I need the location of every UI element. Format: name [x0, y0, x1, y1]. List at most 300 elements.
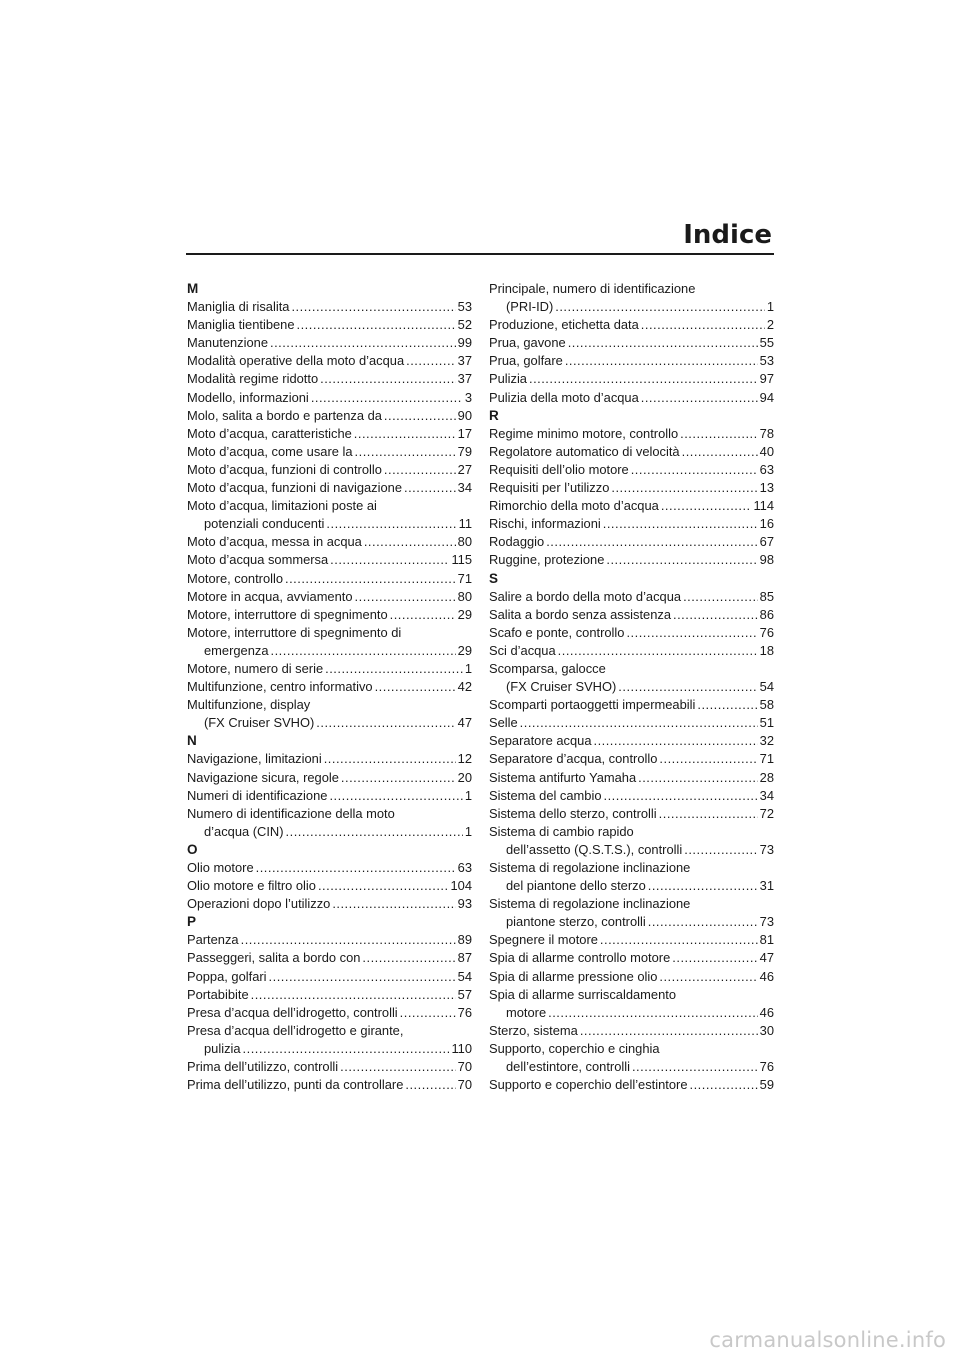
index-entry-label: Rischi, informazioni: [489, 516, 601, 532]
index-entry-label: Prima dell’utilizzo, punti da controllare: [187, 1077, 404, 1093]
index-entry-label: Sci d’acqua: [489, 642, 556, 658]
dot-leader: [690, 1076, 758, 1094]
index-entry-page: 85: [759, 588, 774, 604]
index-entry-page: 79: [457, 443, 472, 459]
index-entry: [489, 1022, 774, 1040]
index-entry-label: Maniglia tientibene: [187, 317, 295, 333]
index-entry-page: 67: [759, 534, 774, 550]
index-entry: [489, 968, 774, 986]
dot-leader: [603, 515, 758, 533]
index-entry-page: 2: [766, 317, 774, 333]
index-column-left: [187, 280, 472, 1094]
index-entry: [187, 1076, 472, 1094]
dot-leader: [269, 968, 456, 986]
index-entry-page: 1: [464, 823, 472, 839]
index-entry-label: Moto d’acqua sommersa: [187, 552, 329, 568]
index-entry-label: Pulizia: [489, 371, 527, 387]
dot-leader: [324, 750, 456, 768]
dot-leader: [329, 787, 462, 805]
dot-leader: [558, 642, 758, 660]
dot-leader: [606, 551, 757, 569]
index-entry-first-line: Spia di allarme surriscaldamento: [489, 986, 676, 1002]
index-entry: [187, 389, 472, 407]
index-entry-label: Ruggine, protezione: [489, 552, 605, 568]
index-entry: [489, 931, 774, 949]
index-entry-page: 54: [759, 679, 774, 695]
index-entry: [489, 389, 774, 407]
index-entry-label: Multifunzione, centro informativo: [187, 679, 373, 695]
index-entry-page: 59: [759, 1077, 774, 1093]
index-entry: [187, 588, 472, 606]
index-entry: [489, 425, 774, 443]
dot-leader: [384, 461, 456, 479]
index-letter: S: [489, 570, 499, 586]
index-entry: [187, 895, 472, 913]
index-entry: [187, 298, 472, 316]
dot-leader: [626, 624, 757, 642]
index-entry-page: 34: [759, 787, 774, 803]
index-entry: [489, 588, 774, 606]
index-entry: [489, 1004, 774, 1022]
index-entry-label: Presa d’acqua dell’idrogetto, controlli: [187, 1004, 398, 1020]
index-entry-page: 89: [457, 932, 472, 948]
index-entry-label: Requisiti dell’olio motore: [489, 461, 629, 477]
index-entry: [187, 570, 472, 588]
index-entry-label: Manutenzione: [187, 335, 268, 351]
index-letter: O: [187, 841, 198, 857]
index-entry-first-line: Supporto, coperchio e cinghia: [489, 1040, 660, 1056]
index-entry-label: Moto d’acqua, funzioni di controllo: [187, 461, 382, 477]
dot-leader: [332, 895, 455, 913]
index-entry-page: 80: [457, 534, 472, 550]
index-entry-page: 57: [457, 986, 472, 1002]
index-entry: [489, 805, 774, 823]
index-entry-label: Olio motore: [187, 860, 254, 875]
index-entry-page: 72: [759, 805, 774, 821]
index-entry-label: Maniglia di risalita: [187, 299, 290, 315]
index-entry: [489, 769, 774, 787]
index-entry-page: 110: [451, 1040, 472, 1056]
index-entry-label: del piantone dello sterzo: [506, 878, 646, 894]
index-entry-page: 104: [450, 878, 472, 894]
index-entry: [187, 1058, 472, 1076]
index-entry-page: 99: [457, 335, 472, 351]
index-entry: [489, 949, 774, 967]
index-entry-page: 29: [457, 642, 472, 658]
index-entry-label: Numeri di identificazione: [187, 787, 328, 803]
index-entry-page: 71: [457, 570, 472, 586]
dot-leader: [638, 769, 758, 787]
index-entry-first-line: Numero di identificazione della moto: [187, 805, 395, 821]
index-entry-label: Portabibite: [187, 986, 249, 1002]
index-entry-label: Sistema dello sterzo, controlli: [489, 805, 657, 821]
index-entry: [187, 714, 472, 732]
index-entry-label: Spia di allarme pressione olio: [489, 968, 658, 984]
dot-leader: [683, 588, 758, 606]
index-entry: [187, 931, 472, 949]
dot-leader: [341, 769, 456, 787]
index-entry: [489, 750, 774, 768]
index-entry: [489, 298, 774, 316]
dot-leader: [241, 931, 456, 949]
index-entry-label: piantone sterzo, controlli: [506, 914, 646, 930]
dot-leader: [611, 479, 757, 497]
index-entry-page: 1: [464, 787, 472, 803]
index-entry-label: Modalità regime ridotto: [187, 371, 319, 387]
index-entry-first-line: Multifunzione, display: [187, 697, 311, 713]
index-entry-page: 114: [753, 498, 774, 514]
dot-leader: [354, 425, 456, 443]
index-entry: [489, 877, 774, 895]
dot-leader: [641, 389, 758, 407]
dot-leader: [593, 732, 757, 750]
index-entry-first-line: Motore, interruttore di spegnimento di: [187, 624, 402, 640]
index-entry: [489, 1058, 774, 1076]
index-entry-label: Separatore d’acqua, controllo: [489, 751, 658, 767]
index-entry-label: Produzione, etichetta data: [489, 317, 639, 333]
index-entry-page: 70: [457, 1059, 472, 1075]
index-entry-page: 30: [759, 1022, 774, 1038]
index-entry: [187, 1040, 472, 1058]
index-entry: [187, 443, 472, 461]
dot-leader: [384, 407, 456, 425]
watermark: carmanualsonline.info: [709, 1328, 946, 1352]
index-entry-label: Prima dell’utilizzo, controlli: [187, 1059, 339, 1075]
dot-leader: [404, 479, 456, 497]
index-entry-first-line: Moto d’acqua, limitazioni poste ai: [187, 498, 377, 514]
index-entry-page: 47: [457, 715, 472, 731]
index-entry: [489, 316, 774, 334]
index-entry-page: 31: [759, 878, 774, 894]
index-entry: [489, 515, 774, 533]
index-entry-label: Olio motore e filtro olio: [187, 878, 316, 894]
index-entry-label: Modello, informazioni: [187, 389, 309, 405]
index-entry-label: Scafo e ponte, controllo: [489, 624, 625, 640]
dot-leader: [285, 570, 456, 588]
dot-leader: [568, 334, 758, 352]
index-entry-label: Moto d’acqua, caratteristiche: [187, 425, 352, 441]
index-entry-label: Motore, interruttore di spegnimento: [187, 606, 388, 622]
index-entry-label: (PRI-ID): [506, 299, 554, 315]
index-entry-label: Poppa, golfari: [187, 968, 267, 984]
index-entry-page: 93: [457, 896, 472, 912]
index-entry-page: 42: [457, 679, 472, 695]
index-entry: [187, 515, 472, 533]
index-entry-page: 63: [759, 461, 774, 477]
dot-leader: [316, 714, 455, 732]
dot-leader: [580, 1022, 758, 1040]
index-entry-label: Spegnere il motore: [489, 932, 598, 948]
index-entry-page: 51: [759, 715, 774, 731]
index-entry-page: 28: [759, 769, 774, 785]
index-entry-label: d’acqua (CIN): [204, 823, 284, 839]
index-entry-label: Regolatore automatico di velocità: [489, 443, 680, 459]
index-entry: [187, 479, 472, 497]
index-letter: R: [489, 407, 499, 423]
index-entry-page: 87: [457, 950, 472, 966]
index-entry: [187, 859, 472, 877]
index-entry-page: 17: [457, 425, 472, 441]
index-entry-first-line: Presa d’acqua dell’idrogetto e girante,: [187, 1022, 404, 1038]
index-letter: M: [187, 281, 199, 296]
index-entry-label: Selle: [489, 715, 518, 731]
index-entry-page: 81: [759, 932, 774, 948]
index-entry-first-line: Scomparsa, galocce: [489, 660, 606, 676]
index-entry-page: 78: [759, 425, 774, 441]
index-entry: [489, 1076, 774, 1094]
index-entry-page: 1: [464, 660, 472, 676]
index-entry: [187, 533, 472, 551]
dot-leader: [362, 949, 455, 967]
index-entry-page: 11: [458, 516, 472, 532]
index-entry-label: Prua, gavone: [489, 335, 566, 351]
dot-leader: [311, 389, 463, 407]
index-entry-page: 27: [457, 461, 472, 477]
index-entry: [187, 986, 472, 1004]
index-entry-first-line: Sistema di cambio rapido: [489, 823, 634, 839]
index-entry: [187, 750, 472, 768]
index-entry-label: Navigazione, limitazioni: [187, 751, 322, 767]
dot-leader: [355, 588, 456, 606]
index-entry-page: 34: [457, 480, 472, 496]
index-entry-page: 18: [759, 642, 774, 658]
index-entry-label: (FX Cruiser SVHO): [506, 679, 617, 695]
index-entry-page: 29: [457, 606, 472, 622]
index-entry: [489, 352, 774, 370]
index-entry: [489, 533, 774, 551]
header-rule: [186, 253, 774, 255]
index-entry-label: Motore, numero di serie: [187, 660, 324, 676]
dot-leader: [648, 877, 758, 895]
index-entry-page: 37: [457, 371, 472, 387]
dot-leader: [682, 443, 758, 461]
index-entry: [489, 787, 774, 805]
index-entry-label: Scomparti portaoggetti impermeabili: [489, 697, 696, 713]
index-entry-page: 16: [759, 516, 774, 532]
index-entry-page: 47: [759, 950, 774, 966]
index-entry-page: 94: [759, 389, 774, 405]
dot-leader: [364, 533, 456, 551]
index-entry-label: emergenza: [204, 642, 269, 658]
index-entry-page: 70: [457, 1077, 472, 1093]
index-entry: [187, 678, 472, 696]
index-entry-label: Sistema antifurto Yamaha: [489, 769, 637, 785]
index-entry: [187, 823, 472, 841]
index-entry-page: 3: [464, 389, 472, 405]
dot-leader: [271, 642, 456, 660]
index-entry-label: Supporto e coperchio dell’estintore: [489, 1077, 688, 1093]
index-entry-page: 53: [759, 353, 774, 369]
dot-leader: [318, 877, 449, 895]
dot-leader: [256, 859, 456, 877]
index-entry: [187, 660, 472, 678]
dot-leader: [641, 316, 765, 334]
index-entry-page: 98: [759, 552, 774, 568]
index-entry-label: Salita a bordo senza assistenza: [489, 606, 672, 622]
dot-leader: [659, 968, 757, 986]
dot-leader: [632, 1058, 758, 1076]
index-entry-first-line: Principale, numero di identificazione: [489, 281, 696, 296]
index-entry-label: pulizia: [204, 1040, 241, 1056]
index-entry: [187, 606, 472, 624]
index-entry: [187, 787, 472, 805]
index-entry: [187, 425, 472, 443]
index-entry-page: 20: [457, 769, 472, 785]
dot-leader: [286, 823, 463, 841]
index-column-right: [489, 280, 774, 1094]
index-entry-page: 53: [457, 299, 472, 315]
index-entry: [489, 678, 774, 696]
dot-leader: [355, 443, 456, 461]
index-entry-label: Navigazione sicura, regole: [187, 769, 339, 785]
index-letter: P: [187, 914, 197, 930]
dot-leader: [555, 298, 765, 316]
dot-leader: [565, 352, 758, 370]
dot-leader: [697, 696, 757, 714]
dot-leader: [243, 1040, 450, 1058]
dot-leader: [648, 913, 758, 931]
dot-leader: [672, 949, 757, 967]
dot-leader: [320, 370, 456, 388]
index-entry-label: Motore in acqua, avviamento: [187, 588, 353, 604]
index-entry: [489, 732, 774, 750]
index-entry: [187, 877, 472, 895]
index-entry-first-line: Sistema di regolazione inclinazione: [489, 860, 691, 875]
index-entry-page: 63: [457, 860, 472, 875]
dot-leader: [291, 298, 455, 316]
index-entry-first-line: Sistema di regolazione inclinazione: [489, 896, 691, 912]
index-entry: [187, 461, 472, 479]
index-entry-label: Molo, salita a bordo e partenza da: [187, 407, 382, 423]
index-entry-label: dell’estintore, controlli: [506, 1059, 630, 1075]
index-entry: [187, 1004, 472, 1022]
dot-leader: [659, 750, 757, 768]
index-entry: [187, 769, 472, 787]
index-entry-page: 76: [759, 624, 774, 640]
index-entry: [187, 551, 472, 569]
dot-leader: [673, 606, 758, 624]
index-entry: [489, 334, 774, 352]
index-entry: [489, 696, 774, 714]
dot-leader: [406, 352, 456, 370]
index-entry-page: 73: [759, 841, 774, 857]
index-entry-label: potenziali conducenti: [204, 516, 325, 532]
index-entry: [489, 913, 774, 931]
index-entry-label: Rimorchio della moto d’acqua: [489, 498, 659, 514]
dot-leader: [604, 787, 758, 805]
index-entry-label: dell’assetto (Q.S.T.S.), controlli: [506, 841, 683, 857]
index-entry-page: 55: [759, 335, 774, 351]
index-entry: [489, 606, 774, 624]
dot-leader: [330, 551, 449, 569]
index-entry: [187, 316, 472, 334]
index-entry-page: 58: [759, 697, 774, 713]
index-entry-label: Modalità operative della moto d’acqua: [187, 353, 405, 369]
index-entry: [187, 352, 472, 370]
dot-leader: [631, 461, 758, 479]
index-entry-label: Requisiti per l’utilizzo: [489, 480, 610, 496]
index-entry-label: Spia di allarme controllo motore: [489, 950, 671, 966]
dot-leader: [684, 841, 757, 859]
dot-leader: [548, 1004, 758, 1022]
index-entry: [187, 968, 472, 986]
dot-leader: [659, 805, 758, 823]
index-entry: [489, 479, 774, 497]
index-entry-label: Prua, golfare: [489, 353, 563, 369]
dot-leader: [529, 370, 758, 388]
index-entry-page: 71: [759, 751, 774, 767]
dot-leader: [340, 1058, 455, 1076]
index-entry-label: (FX Cruiser SVHO): [204, 715, 315, 731]
index-entry-label: Sistema del cambio: [489, 787, 602, 803]
index-entry-label: Pulizia della moto d’acqua: [489, 389, 639, 405]
index-entry-label: Salire a bordo della moto d’acqua: [489, 588, 682, 604]
index-entry: [187, 949, 472, 967]
index-entry: [489, 497, 774, 515]
dot-leader: [326, 515, 456, 533]
index-entry-label: Separatore acqua: [489, 733, 592, 749]
dot-leader: [600, 931, 758, 949]
dot-leader: [618, 678, 757, 696]
index-entry-page: 46: [759, 968, 774, 984]
dot-leader: [520, 714, 758, 732]
index-entry-page: 40: [759, 443, 774, 459]
index-entry-page: 86: [759, 606, 774, 622]
index-entry-label: Sterzo, sistema: [489, 1022, 578, 1038]
index-entry: [489, 714, 774, 732]
index-entry-label: Partenza: [187, 932, 239, 948]
dot-leader: [661, 497, 752, 515]
index-entry-page: 46: [759, 1004, 774, 1020]
index-entry: [489, 461, 774, 479]
index-entry: [187, 370, 472, 388]
index-entry-page: 97: [759, 371, 774, 387]
index-entry-label: Moto d’acqua, funzioni di navigazione: [187, 480, 402, 496]
index-letter: N: [187, 733, 197, 749]
index-entry: [187, 642, 472, 660]
dot-leader: [405, 1076, 455, 1094]
dot-leader: [546, 533, 757, 551]
index-entry-label: Regime minimo motore, controllo: [489, 425, 679, 441]
index-entry-page: 12: [457, 751, 472, 767]
dot-leader: [390, 606, 456, 624]
dot-leader: [270, 334, 456, 352]
index-entry-page: 13: [759, 480, 774, 496]
index-entry-page: 76: [759, 1059, 774, 1075]
index-entry-label: motore: [506, 1004, 547, 1020]
index-entry-page: 90: [457, 407, 472, 423]
page-title: Indice: [683, 220, 772, 250]
index-entry: [489, 642, 774, 660]
index-entry-page: 73: [759, 914, 774, 930]
dot-leader: [251, 986, 456, 1004]
index-entry: [489, 841, 774, 859]
index-entry-label: Moto d’acqua, messa in acqua: [187, 534, 362, 550]
index-entry-label: Motore, controllo: [187, 570, 284, 586]
index-entry-page: 1: [766, 299, 774, 315]
index-entry: [489, 624, 774, 642]
index-entry-label: Passeggeri, salita a bordo con: [187, 950, 361, 966]
index-entry-page: 76: [457, 1004, 472, 1020]
index-entry: [489, 551, 774, 569]
index-entry: [187, 334, 472, 352]
index-entry: [187, 407, 472, 425]
index-entry: [489, 443, 774, 461]
index-entry-page: 37: [457, 353, 472, 369]
dot-leader: [375, 678, 456, 696]
dot-leader: [325, 660, 463, 678]
index-entry-label: Moto d’acqua, come usare la: [187, 443, 353, 459]
